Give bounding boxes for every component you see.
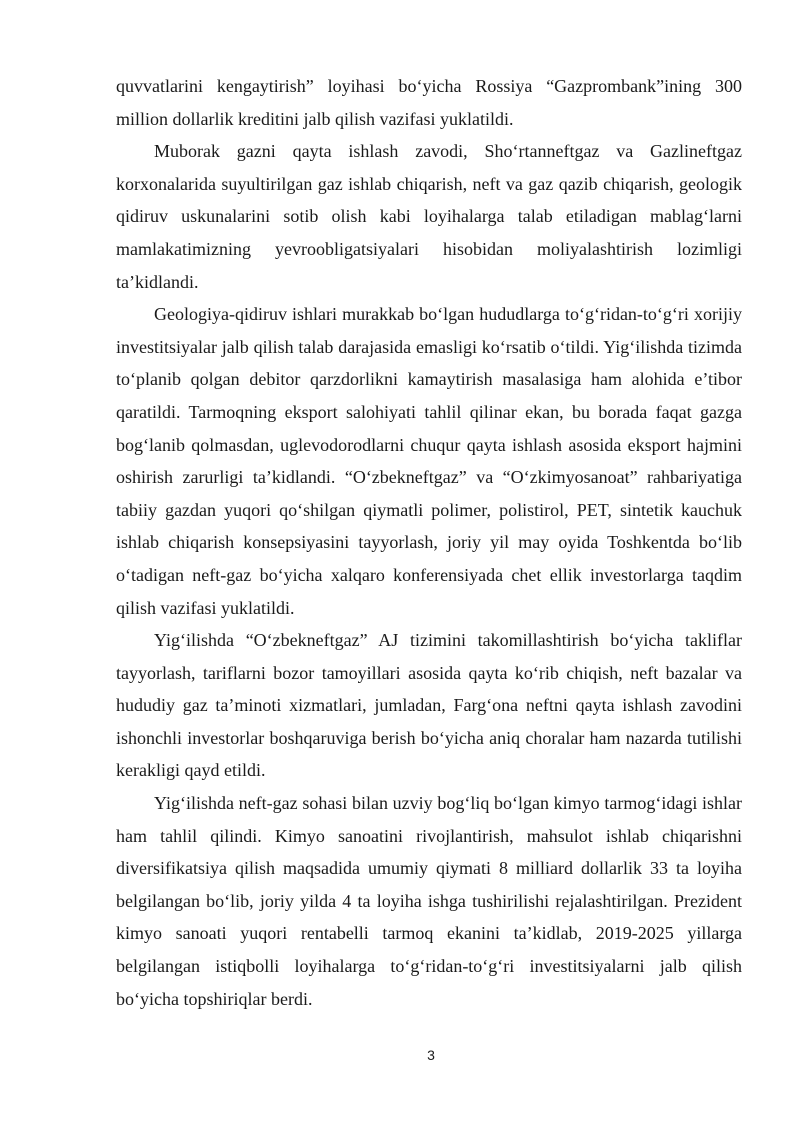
paragraph-geologiya: Geologiya-qidiruv ishlari murakkab bo‘lgan hududlarga to‘g‘ridan-to‘g‘ri xorijiy investitsiyalar jalb qilish talab darajasida emasligi ko‘rsatib o‘tildi. Yig‘ilishda tizimda to‘planib qolgan debitor qarzdorlikni kamaytirish masalasiga ham alohida e’tibor qaratildi. Tarmoqning eksport salohiyati tahlil qilinar ekan, bu borada faqat gazga bog‘lanib qolmasdan, uglevodorodlarni chuqur qayta ishlash asosida eksport hajmini oshirish zarurligi ta’kidlandi. “O‘zbekneftgaz” va “O‘zkimyosanoat” rahbariyatiga tabiiy gazdan yuqori qo‘shilgan qiymatli polimer, polistirol, PET, sintetik kauchuk ishlab chiqarish konsepsiyasini tayyorlash, joriy yil may oyida Toshkentda bo‘lib o‘tadigan neft-gaz bo‘yicha xalqaro konferensiyada chet ellik investorlarga taqdim qilish vazifasi yuklatildi. bbox=[116, 304, 742, 618]
paragraph-kimyo: Yig‘ilishda neft-gaz sohasi bilan uzviy bog‘liq bo‘lgan kimyo tarmog‘idagi ishlar ham tahlil qilindi. Kimyo sanoatini rivojlantirish, mahsulot ishlab chiqarishni diversifikatsiya qilish maqsadida umumiy qiymati 8 milliard dollarlik 33 ta loyiha belgilangan bo‘lib, joriy yilda 4 ta loyiha ishga tushirilishi rejalashtirilgan. Prezident kimyo sanoati yuqori rentabelli tarmoq ekanini ta’kidlab, 2019-2025 yillarga belgilangan istiqbolli loyihalarga to‘g‘ridan-to‘g‘ri investitsiyalarni jalb qilish bo‘yicha topshiriqlar berdi. bbox=[116, 793, 742, 1009]
page-number: 3 bbox=[427, 1047, 435, 1063]
document-body bbox=[116, 70, 742, 1015]
paragraph-uzbekneftgaz: Yig‘ilishda “O‘zbekneftgaz” AJ tizimini takomillashtirish bo‘yicha takliflar tayyorlash, tariflarni bozor tamoyillari asosida qayta ko‘rib chiqish, neft bazalar va hududiy gaz ta’minoti xizmatlari, jumladan, Farg‘ona neftni qayta ishlash zavodini ishonchli investorlar boshqaruviga berish bo‘yicha aniq choralar ham nazarda tutilishi kerakligi qayd etildi. bbox=[116, 630, 742, 781]
paragraph-continuation: quvvatlarini kengaytirish” loyihasi bo‘yicha Rossiya “Gazprombank”ining 300 million dollarlik kreditini jalb qilish vazifasi yuklatildi. bbox=[116, 76, 742, 129]
paragraph-muborak: Muborak gazni qayta ishlash zavodi, Sho‘rtanneftgaz va Gazlineftgaz korxonalarida suyultirilgan gaz ishlab chiqarish, neft va gaz qazib chiqarish, geologik qidiruv uskunalarini sotib olish kabi loyihalarga talab etiladigan mablag‘larni mamlakatimizning yevroobligatsiyalari hisobidan moliyalashtirish lozimligi ta’kidlandi. bbox=[116, 141, 742, 292]
